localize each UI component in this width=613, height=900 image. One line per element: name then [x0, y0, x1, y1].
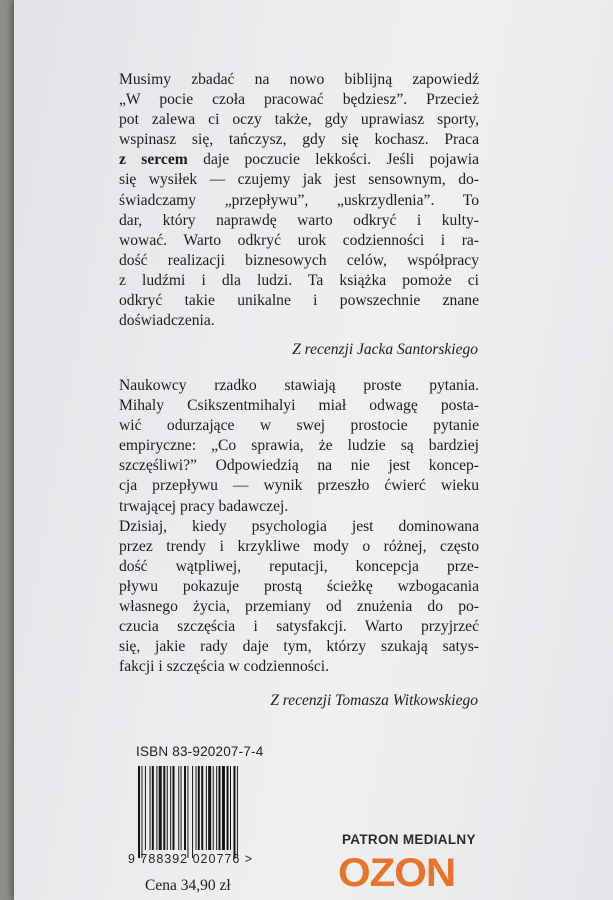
- review-2-line: Dzisiaj, kiedy psychologia jest dominowana: [119, 517, 479, 535]
- review-1-line: doświadczenia.: [119, 312, 215, 330]
- review-1-text: [119, 70, 479, 331]
- barcode-digits: 9 788392 020776 >: [128, 852, 254, 866]
- review-2-line: empiryczne: „Co sprawia, że ludzie są bardziej: [119, 437, 479, 455]
- isbn-label: ISBN 83-920207-7-4: [136, 744, 264, 759]
- review-1-line: wować. Warto odkryć urok codzienności i ra-: [119, 231, 479, 249]
- review-1-line: Musimy zbadać na nowo biblijną zapowiedź: [119, 71, 479, 88]
- review-2-line: fakcji i szczęścia w codzienności.: [119, 658, 329, 676]
- review-2-line: się, jakie rady daje tym, którzy szukają satys-: [119, 638, 479, 656]
- emphasis-text: z sercem: [119, 151, 188, 169]
- review-2-line: cja przepływu — wynik przeszło ćwierć wieku: [119, 477, 479, 495]
- review-2-line: wić odurzające w swej prostocie pytanie: [119, 417, 479, 435]
- review-1-line: świadczamy „przepływu”, „uskrzydlenia”. To: [119, 191, 479, 209]
- review-1-line: dar, który naprawdę warto odkryć i kulty-: [119, 211, 479, 229]
- review-2-line: pływu pokazuje prostą ścieżkę wzbogacania: [119, 577, 479, 595]
- review-2-line: trwającej pracy badawczej.: [119, 497, 289, 515]
- review-2-text: [119, 376, 479, 677]
- review-1-line: wspinasz się, tańczysz, gdy się kochasz. Praca: [119, 131, 479, 149]
- review-2-signature: Z recenzji Tomasza Witkowskiego: [270, 692, 478, 709]
- review-1-line: z ludźmi i dla ludzi. Ta książka pomoże ci: [119, 271, 479, 289]
- review-1-line-emphasis: [119, 150, 479, 170]
- review-2-line: szczęśliwi?” Odpowiedzią na nie jest koncep-: [119, 457, 479, 475]
- review-1-signature: Z recenzji Jacka Santorskiego: [292, 341, 478, 358]
- review-1-line: pot zalewa ci oczy także, gdy uprawiasz sporty,: [119, 111, 479, 129]
- review-2-line: czucia szczęścia i satysfakcji. Warto przyjrzeć: [119, 618, 479, 636]
- review-2-line: dość wątpliwej, reputacji, koncepcja prze-: [119, 557, 479, 575]
- review-2-line: własnego życia, przemiany od znużenia do po-: [119, 598, 479, 616]
- review-2-line: Mihaly Csikszentmihalyi miał odwagę posta-: [119, 397, 479, 415]
- review-1-line: się wysiłek — czujemy jak jest sensownym, do-: [119, 171, 479, 189]
- review-2-line: Naukowcy rzadko stawiają proste pytania.: [119, 377, 479, 394]
- ozon-logo: OZON: [338, 851, 456, 895]
- barcode-icon: [136, 766, 276, 858]
- patron-label: PATRON MEDIALNY: [342, 832, 476, 847]
- review-1-line-rest: daje poczucie lekkości. Jeśli pojawia: [187, 151, 479, 169]
- review-1-line: odkryć takie unikalne i powszechnie znane: [119, 292, 479, 310]
- price-label: Cena 34,90 zł: [145, 877, 231, 894]
- review-2-line: przez trendy i krzykliwe mody o różnej, często: [119, 537, 479, 555]
- review-1-line: „W pocie czoła pracować będziesz”. Przecież: [119, 91, 479, 109]
- review-1-line: dość realizacji biznesowych celów, współpracy: [119, 251, 479, 269]
